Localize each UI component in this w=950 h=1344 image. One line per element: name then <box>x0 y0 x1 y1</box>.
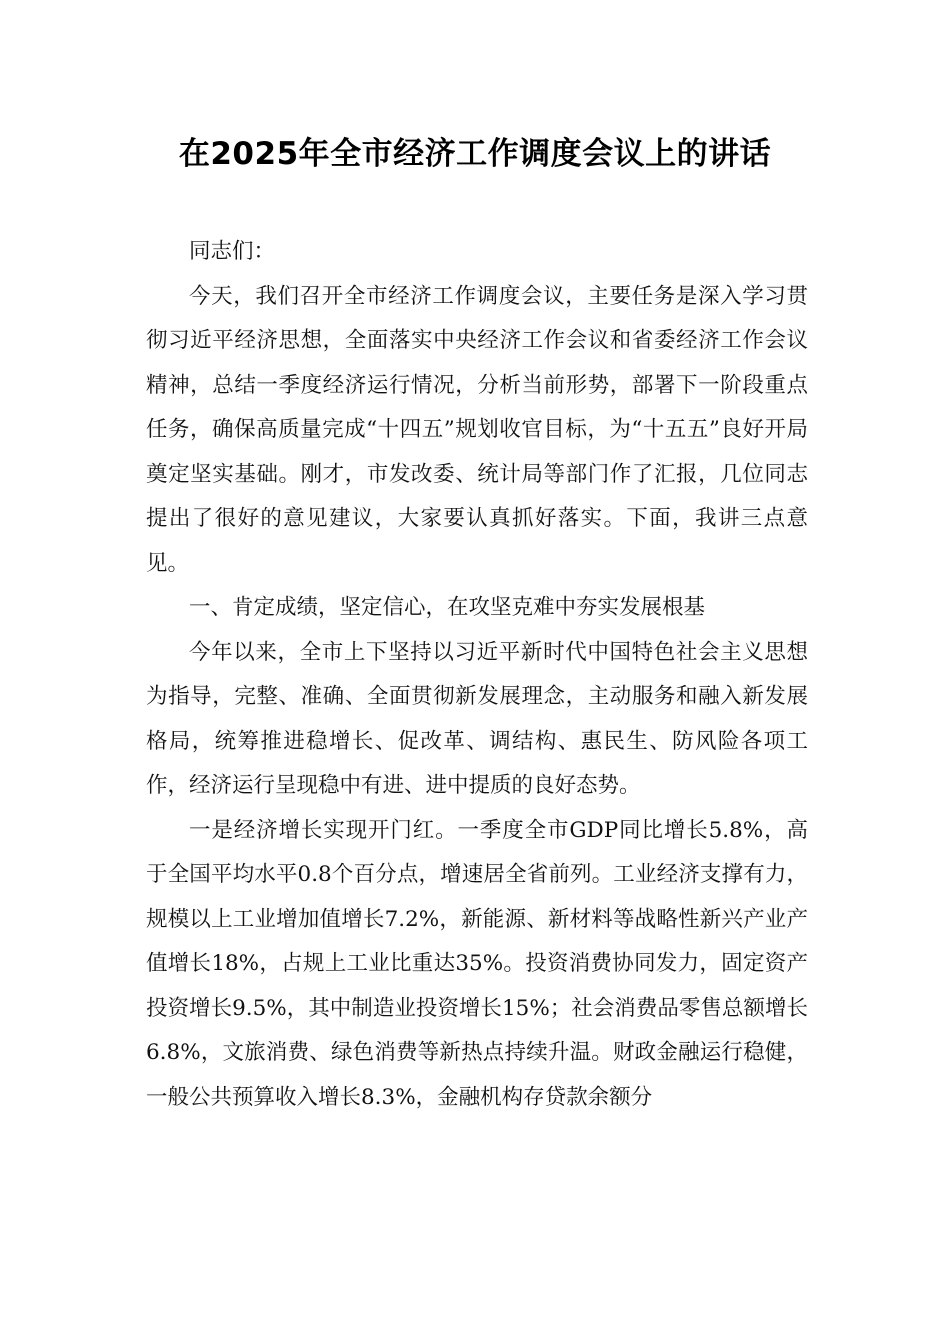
document-body <box>146 230 808 1120</box>
paragraph-point-1: 一是经济增长实现开门红。一季度全市GDP同比增长5.8%，高于全国平均水平0.8个百分点，增速居全省前列。工业经济支撑有力，规模以上工业增加值增长7.2%，新能源、新材料等战略性新兴产业产值增长18%，占规上工业比重达35%。投资消费协同发力，固定资产投资增长9.5%，其中制造业投资增长15%；社会消费品零售总额增长6.8%，文旅消费、绿色消费等新热点持续升温。财政金融运行稳健，一般公共预算收入增长8.3%，金融机构存贷款余额分 <box>146 817 808 1110</box>
section-heading-1: 一、肯定成绩，坚定信心，在攻坚克难中夯实发展根基 <box>189 595 706 620</box>
document-title: 在2025年全市经济工作调度会议上的讲话 <box>178 136 772 172</box>
greeting: 同志们： <box>189 239 276 264</box>
paragraph-overview: 今年以来，全市上下坚持以习近平新时代中国特色社会主义思想为指导，完整、准确、全面贯彻新发展理念，主动服务和融入新发展格局，统筹推进稳增长、促改革、调结构、惠民生、防风险各项工作，经济运行呈现稳中有进、进中提质的良好态势。 <box>146 639 808 798</box>
paragraph-intro: 今天，我们召开全市经济工作调度会议，主要任务是深入学习贯彻习近平经济思想，全面落实中央经济工作会议和省委经济工作会议精神，总结一季度经济运行情况，分析当前形势，部署下一阶段重点任务，确保高质量完成“十四五”规划收官目标，为“十五五”良好开局奠定坚实基础。刚才，市发改委、统计局等部门作了汇报，几位同志提出了很好的意见建议，大家要认真抓好落实。下面，我讲三点意见。 <box>146 283 808 576</box>
